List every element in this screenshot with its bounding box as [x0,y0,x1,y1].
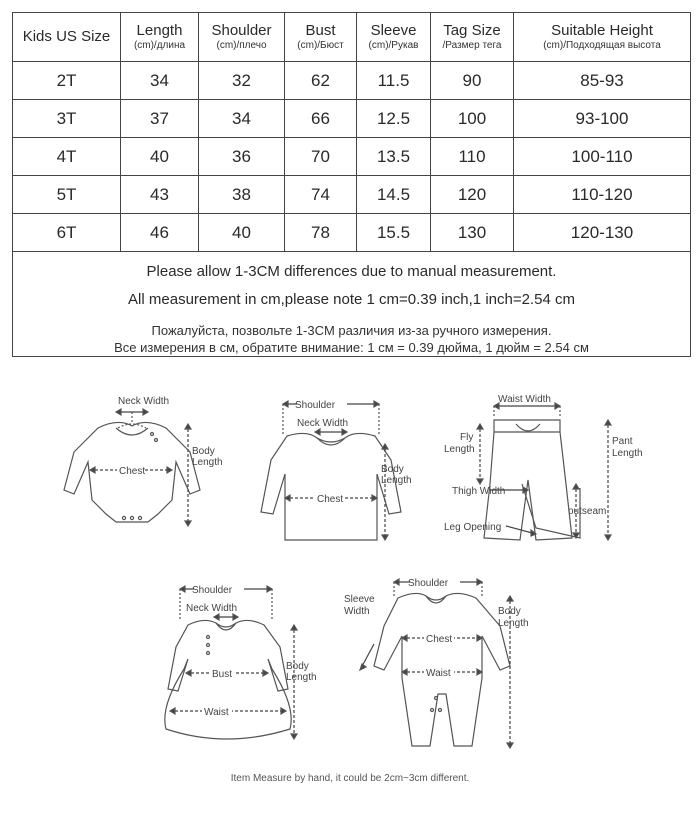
label-neck-width: Neck Width [186,603,238,614]
cell: 120 [431,176,514,214]
table-row [13,100,691,138]
cell: 5T [13,176,121,214]
cell: 38 [199,176,285,214]
label-waist-width: Waist Width [498,394,551,405]
cell: 110-120 [514,176,691,214]
cell: 100-110 [514,138,691,176]
cell: 36 [199,138,285,176]
header-bust: Bust (cm)/Бюст [285,13,357,62]
cell: 66 [285,100,357,138]
label-body-2: Length [498,618,529,629]
cell: 13.5 [357,138,431,176]
header-length: Length (cm)/длина [121,13,199,62]
cell: 4T [13,138,121,176]
label-neck-width: Neck Width [118,396,170,407]
cell: 85-93 [514,62,691,100]
label-shoulder: Shoulder [192,585,233,596]
label-shoulder: Shoulder [408,578,449,589]
cell: 14.5 [357,176,431,214]
cell: 93-100 [514,100,691,138]
size-chart-table [12,12,691,357]
pants-diagram [440,388,680,553]
header-size: Kids US Size [13,13,121,62]
note-en-2: All measurement in cm,please note 1 cm=0.39 inch,1 inch=2.54 cm [128,291,575,308]
cell: 11.5 [357,62,431,100]
cell: 70 [285,138,357,176]
header-tag-size: Tag Size /Размер тега [431,13,514,62]
cell: 15.5 [357,214,431,252]
cell: 2T [13,62,121,100]
header-suitable-height: Suitable Height (cm)/Подходящая высота [514,13,691,62]
cell: 40 [199,214,285,252]
label-outseam: outseam [568,506,607,517]
label-chest: Chest [119,466,146,477]
bodysuit-diagram [40,390,225,540]
label-bust: Bust [212,669,233,680]
cell: 74 [285,176,357,214]
cell: 34 [199,100,285,138]
label-body-1: Body [192,446,215,457]
note-en-1: Please allow 1-3CM differences due to manual measurement. [146,263,557,280]
table-row [13,62,691,100]
measurement-notes [13,252,691,357]
label-body-1: Body [498,606,521,617]
label-chest: Chest [426,634,453,645]
note-ru-1: Пожалуйста, позвольте 1-3CM различия из-за ручного измерения. [151,323,552,338]
cell: 100 [431,100,514,138]
header-shoulder: Shoulder (cm)/плечо [199,13,285,62]
cell: 78 [285,214,357,252]
footer-note: Item Measure by hand, it could be 2cm~3cm different. [230,773,470,784]
cell: 130 [431,214,514,252]
cell: 34 [121,62,199,100]
label-body-1: Body [286,661,309,672]
cell: 43 [121,176,199,214]
label-sleeve-2: Width [344,606,370,617]
table-row [13,138,691,176]
romper-diagram [340,566,540,756]
label-pant-2: Length [612,448,643,459]
table-header-row [13,13,691,62]
cell: 90 [431,62,514,100]
dress-diagram [140,577,330,752]
label-fly-2: Length [444,444,475,455]
label-waist: Waist [204,707,229,718]
cell: 6T [13,214,121,252]
cell: 62 [285,62,357,100]
label-body-2: Length [192,457,223,468]
label-fly-1: Fly [460,432,474,443]
note-ru-2: Все измерения в см, обратите внимание: 1 см = 0.39 дюйма, 1 дюйм = 2.54 см [114,340,589,355]
label-body-2: Length [381,475,412,486]
cell: 40 [121,138,199,176]
tshirt-diagram [235,390,425,550]
header-sleeve: Sleeve (cm)/Рукав [357,13,431,62]
label-neck-width: Neck Width [297,418,349,429]
cell: 120-130 [514,214,691,252]
label-thigh-width: Thigh Width [452,486,506,497]
cell: 12.5 [357,100,431,138]
notes-row [13,252,691,357]
cell: 110 [431,138,514,176]
cell: 46 [121,214,199,252]
label-leg-opening: Leg Opening [444,522,502,533]
label-shoulder: Shoulder [295,400,336,411]
cell: 32 [199,62,285,100]
table-row [13,214,691,252]
label-waist: Waist [426,668,451,679]
label-chest: Chest [317,494,344,505]
label-pant-1: Pant [612,436,633,447]
label-body-2: Length [286,672,317,683]
cell: 3T [13,100,121,138]
label-body-1: Body [381,464,404,475]
cell: 37 [121,100,199,138]
table-row [13,176,691,214]
label-sleeve-1: Sleeve [344,594,375,605]
